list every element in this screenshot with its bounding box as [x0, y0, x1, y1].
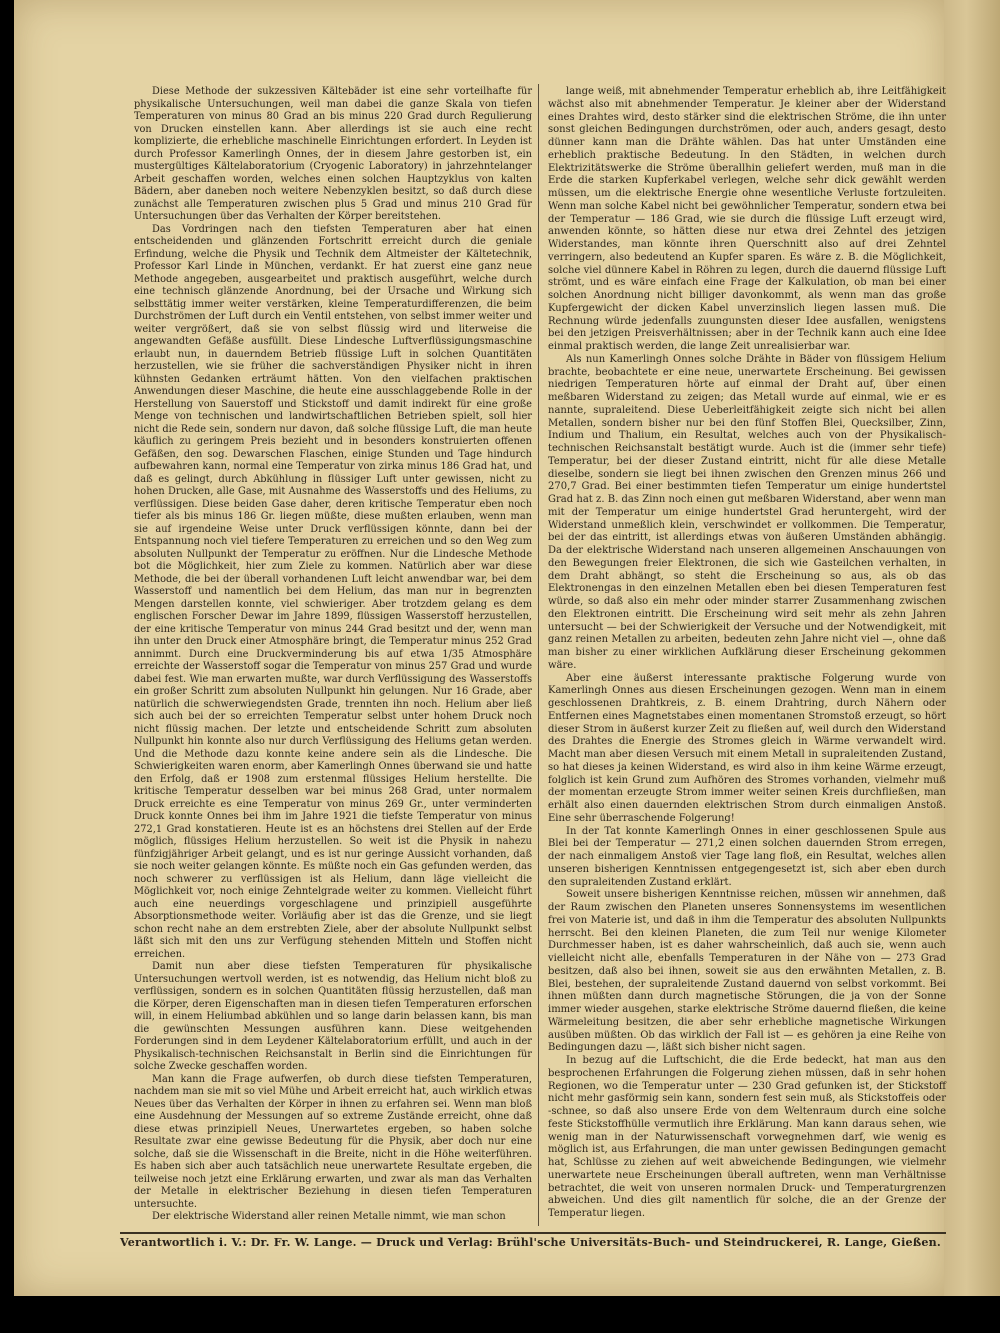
column-divider: [538, 84, 539, 1226]
page-edge: [944, 0, 1000, 1333]
right-paragraph-5: Soweit unsere bisherigen Kenntnisse reichen, müssen wir annehmen, daß der Raum zwischen den Planeten unseres Sonnensystems im wesentlichen frei von Materie ist, und daß in ihm die Temperatur des absoluten Nullpunkts herrscht. Bei den kleinen Planeten, die zum Teil nur wenige Kilometer Durchmesser haben, ist es daher wahrscheinlich, daß auch sie, wenn auch vielleicht nicht alle, ebenfalls Temperaturen in der Nähe von — 273 Grad besitzen, daß also bei ihnen, soweit sie aus den erwähnten Metallen, z. B. Blei, bestehen, der supraleitende Zustand dauernd von selbst vorkommt. Bei ihnen müßten dann durch magnetische Störungen, die ja von der Sonne immer wieder ausgehen, starke elektrische Ströme dauernd fließen, die keine Wärmeleitung besitzen, die aber sehr erhebliche magnetische Wirkungen ausüben müßten. Ob das wirklich der Fall ist — es gehören ja eine Reihe von Bedingungen dazu —, läßt sich bisher nicht sagen.: [548, 889, 946, 1054]
right-column: [548, 86, 946, 1221]
left-paragraph-4: Man kann die Frage aufwerfen, ob durch diese tiefsten Temperaturen, nachdem man sie mit so viel Mühe und Arbeit erreicht hat, auch wirklich etwas Neues über das Verhalten der Körper in ihnen zu erfahren sei. Wenn man bloß eine Ausdehnung der Messungen auf so extreme Zustände erreicht, ohne daß diese etwas prinzipiell Neues, Unerwartetes ergeben, so haben solche Resultate zwar eine gewisse Bedeutung für die Physik, aber doch nur eine solche, daß sie die Wissenschaft in die Breite, nicht in die Höhe weiterführen. Es haben sich aber auch tatsächlich neue unerwartete Resultate ergeben, die teilweise noch jetzt eine Erklärung erwarten, und zwar als man das Verhalten der Metalle in elektrischer Beziehung in diesen tiefen Temperaturen untersuchte.: [134, 1073, 532, 1210]
left-paragraph-2: Das Vordringen nach den tiefsten Temperaturen aber hat einen entscheidenden und glänzenden Fortschritt erreicht durch die geniale Erfindung, welche die Physik und Technik dem Altmeister der Kältetechnik, Professor Karl Linde in München, verdankt. Er hat zuerst eine ganz neue Methode angegeben, ausgearbeitet und praktisch ausgeführt, welche durch eine technisch glänzende Anordnung, bei der Ursache und Wirkung sich selbsttätig immer weiter verstärken, kleine Temperaturdifferenzen, die beim Durchströmen der Luft durch ein Ventil entstehen, von selbst immer weiter und weiter vergrößert, daß sie von selbst flüssig wird und literweise die angewandten Gefäße ausfüllt. Diese Lindesche Luftverflüssigungsmaschine erlaubt nun, in dauerndem Betrieb flüssige Luft in solchen Quantitäten herzustellen, wie sie früher die sachverständigen Physiker nicht in ihren kühnsten Gedanken erträumt hätten. Von den vielfachen praktischen Anwendungen dieser Maschine, die heute eine ausschlaggebende Rolle in der Herstellung von Sauerstoff und Stickstoff und damit indirekt für eine große Menge von technischen und landwirtschaftlichen Betrieben spielt, soll hier nicht die Rede sein, sondern nur davon, daß solche flüssige Luft, die man heute käuflich zu geringem Preis bezieht und in besonders konstruierten offenen Gefäßen, den sog. Dewarschen Flaschen, einige Stunden und Tage hindurch aufbewahren kann, normal eine Temperatur von zirka minus 186 Grad hat, und daß es gelingt, durch Abkühlung in flüssiger Luft unter gewissen, nicht zu hohen Drucken, alle Gase, mit Ausnahme des Wasserstoffs und des Heliums, zu verflüssigen. Diese beiden Gase daher, deren kritische Temperatur eben noch tiefer als bis minus 186 Gr. liegen müßte, diese mußten erlauben, wenn man sie auf irgendeine Weise unter Druck verflüssigen könnte, dann bei der Entspannung noch viel tiefere Temperaturen zu erreichen und so den Weg zum absoluten Nullpunkt der Temperatur zu eröffnen. Nur die Lindesche Methode bot die Möglichkeit, hier zum Ziele zu kommen. Natürlich aber war diese Methode, die bei der überall vorhandenen Luft leicht anwendbar war, bei dem Wasserstoff und namentlich bei dem Helium, das man nur in begrenzten Mengen darstellen konnte, viel schwieriger. Aber trotzdem gelang es dem englischen Forscher Dewar im Jahre 1899, flüssigen Wasserstoff herzustellen, der eine kritische Temperatur von minus 244 Grad besitzt und der, wenn man ihn unter den Druck einer Atmosphäre bringt, die Temperatur minus 252 Grad annimmt. Durch eine Druckverminderung bis auf etwa 1/35 Atmosphäre erreichte der Wasserstoff sogar die Temperatur von minus 257 Grad und wurde dabei fest. Wie man erwarten mußte, war durch Verflüssigung des Wasserstoffs ein großer Schritt zum absoluten Nullpunkt hin gelungen. Nur 16 Grade, aber natürlich die schwerwiegendsten Grade, trennten ihn noch. Helium aber ließ sich auch bei der so erreichten Temperatur selbst unter hohem Druck noch nicht flüssig machen. Der letzte und entscheidende Schritt zum absoluten Nullpunkt hin konnte also nur durch Verflüssigung des Heliums getan werden. Und die Methode dazu konnte keine andere sein als die Lindesche. Die Schwierigkeiten waren enorm, aber Kamerlingh Onnes überwand sie und hatte den Erfolg, daß er 1908 zum erstenmal flüssiges Helium herstellte. Die kritische Temperatur desselben war bei minus 268 Grad, unter normalem Druck erreichte es eine Temperatur von minus 269 Gr., unter verminderten Druck konnte Onnes bei ihm im Jahre 1921 die tiefste Temperatur von minus 272,1 Grad konstatieren. Heute ist es an höchstens drei Stellen auf der Erde möglich, flüssiges Helium herzustellen. So weit ist die Physik in nahezu fünfzigjähriger Arbeit gelangt, und es ist nur geringe Aussicht vorhanden, daß sie noch weiter gelangen könnte. Es müßte noch ein Gas gefunden werden, das noch schwerer zu verflüssigen ist als Helium, dann läge vielleicht die Möglichkeit vor, noch einige Zehntelgrade weiter zu kommen. Vielleicht führt auch eine neuerdings vorgeschlagene und prinzipiell ausgeführte Absorptionsmethode weiter. Vorläufig aber ist das die Grenze, und sie liegt schon recht nahe an dem erstrebten Ziele, aber der absolute Nullpunkt selbst läßt sich mit den uns zur Verfügung stehenden Mitteln und Stoffen nicht erreichen.: [134, 223, 532, 960]
left-paragraph-5: Der elektrische Widerstand aller reinen Metalle nimmt, wie man schon: [152, 1211, 506, 1222]
footer-rule: [120, 1232, 946, 1234]
right-paragraph-6: In bezug auf die Luftschicht, die die Erde bedeckt, hat man aus den besprochenen Erfahrungen die Folgerung ziehen müssen, daß in sehr hohen Regionen, wo die Temperatur unter — 230 Grad gefunken ist, der Stickstoff nicht mehr gasförmig sein kann, sondern fest sein muß, als Stickstoffeis oder -schnee, so daß also unsere Erde von dem Weltenraum durch eine solche feste Stickstoffhülle vermutlich ihre Erklärung. Man kann daraus sehen, wie wenig man in der Naturwissenschaft vorwegnehmen darf, wie wenig es möglich ist, aus Erfahrungen, die man unter gewissen Bedingungen gemacht hat, Schlüsse zu ziehen auf weit abweichende Bedingungen, wie vielmehr unerwartete neue Erscheinungen überall auftreten, wenn man Verhältnisse betrachtet, die weit von unseren normalen Druck- und Temperaturgrenzen abweichen. Und dies gilt namentlich für solche, die an der Grenze der Temperatur liegen.: [548, 1055, 946, 1219]
left-paragraph-3: Damit nun aber diese tiefsten Temperaturen für physikalische Untersuchungen wertvoll werden, ist es notwendig, das Helium nicht bloß zu verflüssigen, sondern es in solchen Quantitäten flüssig herzustellen, daß man die Körper, deren Eigenschaften man in diesen tiefen Temperaturen erforschen will, in einem Heliumbad abkühlen und so lange darin belassen kann, bis man die gewünschten Messungen ausführen kann. Diese weitgehenden Forderungen sind in dem Leydener Kältelaboratorium erfüllt, und auch in der Physikalisch-technischen Reichsanstalt in Berlin sind die Einrichtungen für solche Zwecke geschaffen worden.: [134, 961, 532, 1072]
right-paragraph-2: Als nun Kamerlingh Onnes solche Drähte in Bäder von flüssigem Helium brachte, beobachtete er eine neue, unerwartete Erscheinung. Bei gewissen niedrigen Temperaturen hörte auf einmal der Draht auf, über einen meßbaren Widerstand zu zeigen; das Metall wurde auf einmal, wie er es nannte, supraleitend. Diese Ueberleitfähigkeit zeigte sich nicht bei allen Metallen, sondern bisher nur bei den fünf Stoffen Blei, Quecksilber, Zinn, Indium und Thalium, ein Resultat, welches auch von der Physikalisch-technischen Reichsanstalt bestätigt wurde. Auch ist die (immer sehr tiefe) Temperatur, bei der dieser Zustand eintritt, nicht für alle diese Metalle dieselbe, sondern sie liegt bei ihnen zwischen den Grenzen minus 266 und 270,7 Grad. Bei einer bestimmten tiefen Temperatur um einige hundertstel Grad hat z. B. das Zinn noch einen gut meßbaren Widerstand, aber wenn man mit der Temperatur um einige hundertstel Grad heruntergeht, wird der Widerstand unmeßlich klein, verschwindet er vollkommen. Die Temperatur, bei der das eintritt, ist allerdings etwas von äußeren Umständen abhängig. Da der elektrische Widerstand nach unseren allgemeinen Anschauungen von den Bewegungen freier Elektronen, die sich wie Gasteilchen verhalten, in dem Draht abhängt, so steht die Erscheinung so aus, als ob das Elektronengas in den einzelnen Metallen eben bei diesen Temperaturen fest würde, so daß also ein mehr oder minder starrer Zusammenhang zwischen den Elektronen eintritt. Die Erscheinung wird seit mehr als zehn Jahren untersucht — bei der Schwierigkeit der Versuche und der Notwendigkeit, mit ganz reinen Metallen zu arbeiten, bedeuten zehn Jahre nicht viel —, ohne daß man bisher zu einer wirklichen Aufklärung dieser Erscheinung gekommen wäre.: [548, 353, 946, 671]
right-paragraph-1: lange weiß, mit abnehmender Temperatur erheblich ab, ihre Leitfähigkeit wächst also mit abnehmender Temperatur. Je kleiner aber der Widerstand eines Drahtes wird, desto stärker sind die elektrischen Ströme, die ihn unter sonst gleichen Bedingungen durchströmen, oder auch, anders gesagt, desto dünner kann man die Drähte wählen. Das hat unter Umständen eine erheblich praktische Bedeutung. In den Städten, in welchen durch Elektrizitätswerke die Ströme überallhin geliefert werden, muß man in die Erde die starken Kupferkabel verlegen, welche sehr dick gewählt werden müssen, um die elektrische Energie ohne wesentliche Verluste fortzuleiten. Wenn man solche Kabel nicht bei gewöhnlicher Temperatur, sondern etwa bei der Temperatur — 186 Grad, wie sie durch die flüssige Luft erzeugt wird, anwenden könnte, so hätten diese nur etwa drei Zehntel des jetzigen Widerstandes, man könnte ihren Querschnitt also auf drei Zehntel verringern, also bedeutend an Kupfer sparen. Es wäre z. B. die Möglichkeit, solche viel dünnere Kabel in Röhren zu legen, durch die dauernd flüssige Luft strömt, und es wäre einfach eine Frage der Kalkulation, ob man bei einer solchen Anordnung nicht billiger davonkommt, als wenn man das große Kupfergewicht der dicken Kabel unverzinslich liegen lassen muß. Die Rechnung würde jedenfalls zuungunsten dieser Idee ausfallen, wenigstens bei den jetzigen Preisverhältnissen; aber in der Technik kann auch eine Idee einmal praktisch werden, die lange Zeit unrealisierbar war.: [548, 86, 946, 352]
scan-border: [14, 1296, 1000, 1333]
imprint-footer: Verantwortlich i. V.: Dr. Fr. W. Lange. — Druck und Verlag: Brühl'sche Universitäts-Buch- und Steindruckerei, R. Lange, Gießen.: [120, 1236, 941, 1249]
left-column: [134, 86, 532, 1224]
left-paragraph-1: Diese Methode der sukzessiven Kältebäder ist eine sehr vorteilhafte für physikalische Untersuchungen, weil man dabei die ganze Skala von tiefen Temperaturen von minus 80 Grad an bis minus 220 Grad durch Regulierung von Drucken einstellen kann. Aber allerdings ist sie auch eine recht komplizierte, die erhebliche maschinelle Einrichtungen erfordert. In Leyden ist durch Professor Kamerlingh Onnes, der in diesem Jahre gestorben ist, ein mustergültiges Kältelaboratorium (Cryogenic Laboratory) in jahrzehntelanger Arbeit geschaffen worden, welches einen solchen Hauptzyklus von kalten Bädern, aber daneben noch weitere Nebenzyklen besitzt, so daß durch diese zunächst alle Temperaturen zwischen plus 5 Grad und minus 210 Grad für Untersuchungen über das Verhalten der Körper bereitstehen.: [134, 86, 532, 222]
right-paragraph-3: Aber eine äußerst interessante praktische Folgerung wurde von Kamerlingh Onnes aus diesen Erscheinungen gezogen. Wenn man in einem geschlossenen Drahtkreis, z. B. einem Drahtring, durch Nähern oder Entfernen eines Magnetstabes einen momentanen Stromstoß erzeugt, so hört dieser Strom in äußerst kurzer Zeit zu fließen auf, weil durch den Widerstand des Drahtes die Energie des Stromes gleich in Wärme verwandelt wird. Macht man aber diesen Versuch mit einem Metall in supraleitenden Zustand, so hat dieses ja keinen Widerstand, es wird also in ihm keine Wärme erzeugt, folglich ist kein Grund zum Aufhören des Stromes vorhanden, vielmehr muß der momentan erzeugte Strom immer weiter seinen Kreis durchfließen, man erhält also einen dauernden elektrischen Strom durch einmaligen Anstoß. Eine sehr überraschende Folgerung!: [548, 672, 946, 824]
right-paragraph-4: In der Tat konnte Kamerlingh Onnes in einer geschlossenen Spule aus Blei bei der Temperatur — 271,2 einen solchen dauernden Strom erregen, der nach einmaligem Anstoß vier Tage lang floß, ein Resultat, welches allen unseren bisherigen Kenntnissen entgegengesetzt ist, sich aber eben durch den supraleitenden Zustand erklärt.: [548, 825, 946, 888]
